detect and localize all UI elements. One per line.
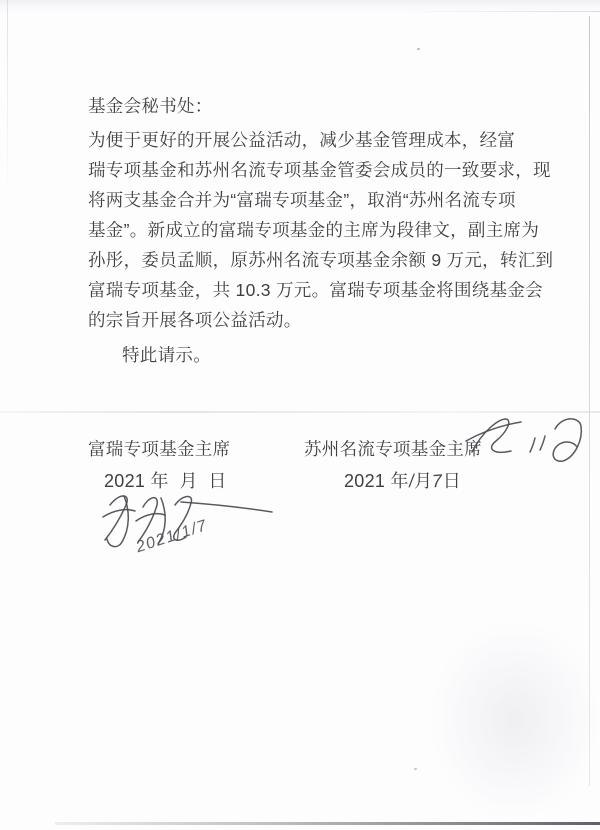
paper-shading (430, 620, 600, 820)
body-line: 将两支基金合并为“富瑞专项基金”，取消“苏州名流专项 (88, 190, 516, 210)
letter-salutation: 基金会秘书处： (88, 96, 213, 116)
signature-title-left: 富瑞专项基金主席 (88, 439, 231, 459)
signature-title-right: 苏州名流专项基金主席 (304, 439, 482, 459)
body-line: 为便于更好的开展公益活动，减少基金管理成本，经富 (88, 130, 516, 150)
date-month-printed: 月 (414, 471, 433, 491)
scan-speck (417, 48, 420, 50)
body-line: 的宗旨开展各项公益活动。 (88, 310, 302, 330)
date-day-printed: 日 (442, 471, 462, 491)
signature-date-right (344, 470, 461, 492)
handwritten-day-digit: 7 (431, 470, 444, 492)
scan-top-right-edge-line (400, 11, 600, 12)
signature-date-left: 2021 年 月 日 (104, 471, 227, 491)
body-line: 孙彤，委员孟顺，原苏州名流专项基金余额 9 万元，转汇到 (88, 250, 554, 270)
scan-bottom-edge-line (55, 822, 600, 825)
body-line: 基金”。新成立的富瑞专项基金的主席为段律文，副主席为 (88, 220, 540, 240)
scan-left-edge-line (7, 0, 8, 200)
body-line: 富瑞专项基金，共 10.3 万元。富瑞专项基金将围绕基金会 (88, 280, 543, 300)
scan-speck (414, 768, 417, 770)
body-line: 瑞专项基金和苏州名流专项基金管委会成员的一致要求，现 (88, 160, 551, 180)
handwritten-month-digit: / (408, 470, 415, 492)
date-year-printed: 2021 年 (344, 471, 409, 491)
handwritten-date-note: 2021/1/7 (134, 517, 210, 557)
letter-closing: 特此请示。 (122, 345, 211, 365)
handwritten-signature-right (458, 410, 598, 474)
